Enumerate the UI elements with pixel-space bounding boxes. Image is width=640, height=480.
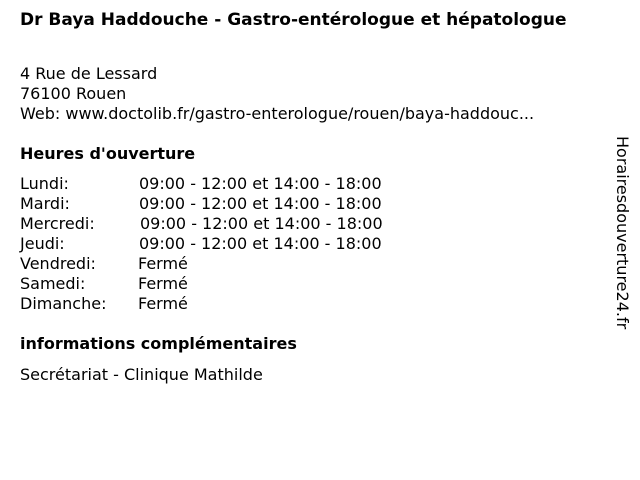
hours-value: 09:00 - 12:00 et 14:00 - 18:00 — [140, 214, 383, 233]
address-city: 76100 Rouen — [20, 84, 127, 103]
site-watermark: Horairesdouverture24.fr — [613, 136, 632, 330]
day-label: Dimanche: — [20, 294, 107, 313]
day-label: Mercredi: — [20, 214, 95, 233]
hours-row-wednesday — [20, 214, 440, 234]
hours-value: 09:00 - 12:00 et 14:00 - 18:00 — [139, 174, 382, 193]
hours-value: Fermé — [138, 274, 188, 293]
opening-hours-heading: Heures d'ouverture — [20, 144, 196, 163]
address-block — [20, 64, 610, 124]
day-label: Mardi: — [20, 194, 70, 213]
day-label: Vendredi: — [20, 254, 96, 273]
page-title: Dr Baya Haddouche - Gastro-entérologue et hépatologue — [20, 10, 567, 30]
hours-value: 09:00 - 12:00 et 14:00 - 18:00 — [139, 194, 382, 213]
day-label: Samedi: — [20, 274, 86, 293]
day-label: Jeudi: — [20, 234, 65, 253]
hours-row-sunday — [20, 294, 440, 314]
address-street: 4 Rue de Lessard — [20, 64, 158, 83]
hours-value: Fermé — [138, 294, 188, 313]
opening-hours-table — [20, 174, 440, 314]
hours-row-tuesday — [20, 194, 440, 214]
hours-row-thursday — [20, 234, 440, 254]
additional-info-heading: informations complémentaires — [20, 334, 297, 353]
hours-row-monday — [20, 174, 440, 194]
hours-row-saturday — [20, 274, 440, 294]
hours-value: Fermé — [138, 254, 188, 273]
hours-value: 09:00 - 12:00 et 14:00 - 18:00 — [139, 234, 382, 253]
hours-row-friday — [20, 254, 440, 274]
day-label: Lundi: — [20, 174, 69, 193]
website-link[interactable]: Web: www.doctolib.fr/gastro-enterologue/rouen/baya-haddouc... — [20, 104, 535, 123]
additional-info-text: Secrétariat - Clinique Mathilde — [20, 365, 263, 384]
